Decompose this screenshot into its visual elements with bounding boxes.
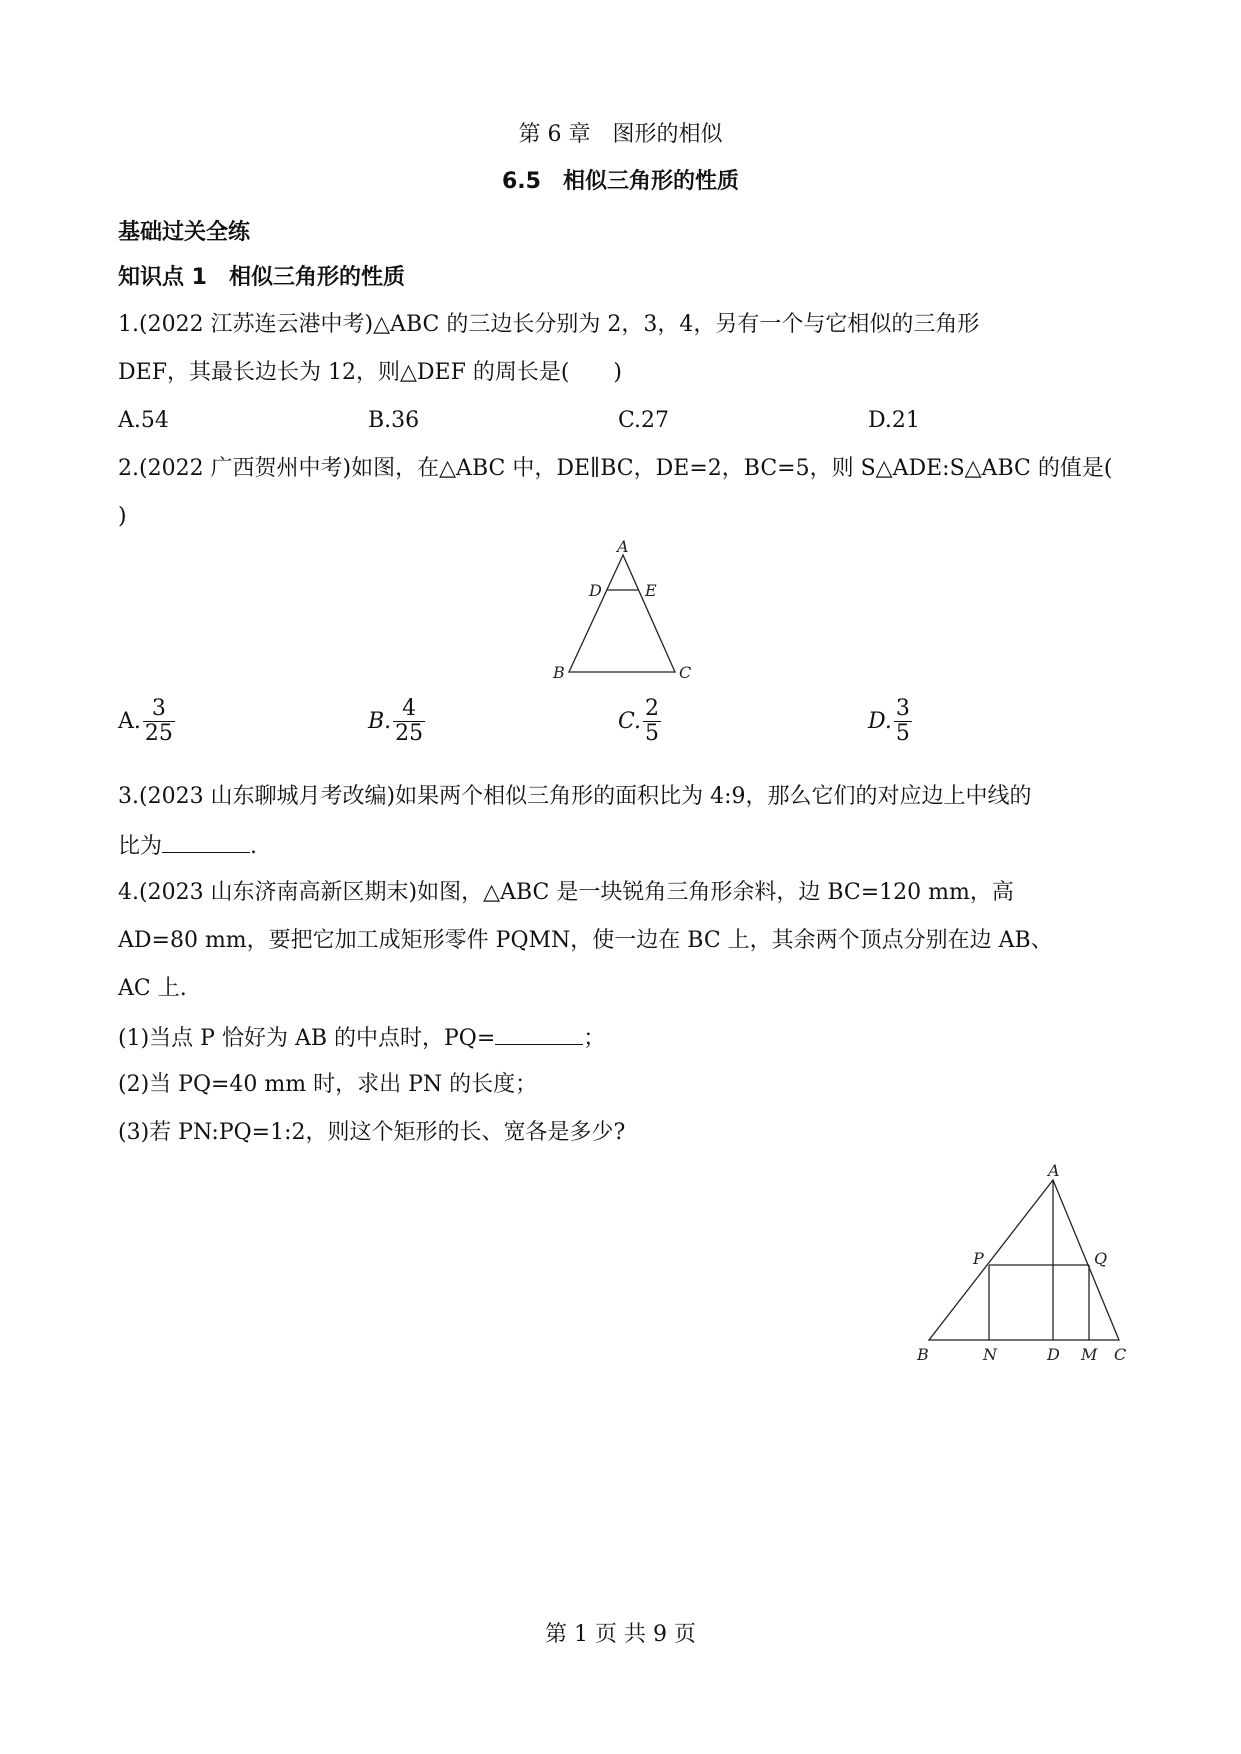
q3-line2: [118, 830, 257, 862]
q2-option-a-letter: A.: [118, 709, 141, 734]
q4-part1-suffix: ；: [583, 1026, 606, 1051]
q4-part1-answer-blank[interactable]: [495, 1022, 583, 1045]
q4-line3: AC 上.: [118, 976, 187, 1001]
q2-option-c: [618, 697, 661, 746]
q2-label-d: D: [589, 581, 602, 600]
q2-option-d-letter: D.: [868, 709, 892, 734]
q4-label-m: M: [1081, 1345, 1098, 1364]
q2-option-c-fraction: [643, 697, 661, 746]
q4-part3: (3)若 PN:PQ=1:2，则这个矩形的长、宽各是多少?: [118, 1120, 626, 1145]
q1-option-c: C.27: [618, 408, 670, 433]
fraction-numerator: 4: [393, 697, 425, 722]
q4-triangle-abc: [929, 1180, 1119, 1340]
fraction-numerator: 3: [143, 697, 175, 722]
q2-option-d: [868, 697, 912, 746]
q1-option-d: D.21: [868, 408, 920, 433]
q3-answer-blank[interactable]: [162, 830, 250, 853]
q3-line2-suffix: .: [250, 834, 258, 859]
q4-label-n: N: [983, 1345, 997, 1364]
q2-label-a: A: [617, 540, 629, 556]
q4-label-q: Q: [1094, 1249, 1108, 1268]
q2-option-d-fraction: [894, 697, 912, 746]
q2-option-a: [118, 697, 175, 746]
q2-option-b-fraction: [393, 697, 425, 746]
q1-option-a: A.54: [118, 408, 169, 433]
q2-option-a-fraction: [143, 697, 175, 746]
q1-line2: DEF，其最长边长为 12，则△DEF 的周长是( ): [118, 360, 622, 385]
fraction-denominator: 25: [395, 721, 424, 746]
practice-heading: 基础过关全练: [118, 220, 251, 245]
q2-option-b-letter: B.: [368, 709, 392, 734]
q2-label-b: B: [553, 663, 565, 680]
q2-triangle-figure: [545, 540, 695, 680]
fraction-denominator: 25: [144, 721, 173, 746]
q4-part1: [118, 1022, 605, 1054]
q2-line1: 2.(2022 广西贺州中考)如图，在△ABC 中，DE∥BC，DE=2，BC=5，则 S△ADE:S△ABC 的值是(: [118, 456, 1113, 481]
fraction-denominator: 5: [895, 721, 910, 746]
q4-label-b: B: [917, 1345, 929, 1364]
q2-line2: ): [118, 504, 127, 529]
q2-label-e: E: [645, 581, 657, 600]
q4-line1: 4.(2023 山东济南高新区期末)如图，△ABC 是一块锐角三角形余料，边 BC=120 mm，高: [118, 880, 1014, 905]
knowledge-point-heading: 知识点 1 相似三角形的性质: [118, 265, 405, 290]
q4-label-d: D: [1047, 1345, 1060, 1364]
q3-line1: 3.(2023 山东聊城月考改编)如果两个相似三角形的面积比为 4:9，那么它们的对应边上中线的: [118, 784, 1032, 809]
q4-part2: (2)当 PQ=40 mm 时，求出 PN 的长度；: [118, 1072, 538, 1097]
q4-label-p: P: [973, 1249, 984, 1268]
q2-option-b: [368, 697, 425, 746]
q4-label-a: A: [1048, 1161, 1060, 1180]
page-footer: 第 1 页 共 9 页: [545, 1622, 696, 1647]
q2-label-c: C: [679, 663, 692, 680]
q3-line2-prefix: 比为: [118, 834, 163, 859]
q2-triangle-abc: [569, 555, 675, 672]
chapter-title: 第 6 章 图形的相似: [518, 122, 723, 147]
q2-option-c-letter: C.: [618, 709, 642, 734]
fraction-numerator: 3: [895, 696, 910, 721]
q1-line1: 1.(2022 江苏连云港中考)△ABC 的三边长分别为 2，3，4，另有一个与它相似的三角形: [118, 312, 980, 337]
fraction-denominator: 5: [645, 721, 660, 746]
section-title: 6.5 相似三角形的性质: [502, 169, 739, 194]
q4-line2: AD=80 mm，要把它加工成矩形零件 PQMN，使一边在 BC 上，其余两个顶点分别在边 AB、: [118, 928, 1053, 953]
fraction-numerator: 2: [645, 696, 660, 721]
q4-label-c: C: [1114, 1345, 1127, 1364]
q4-part1-prefix: (1)当点 P 恰好为 AB 的中点时，PQ=: [118, 1026, 496, 1051]
q1-option-b: B.36: [368, 408, 420, 433]
q4-rectangle-figure: [905, 1160, 1130, 1365]
